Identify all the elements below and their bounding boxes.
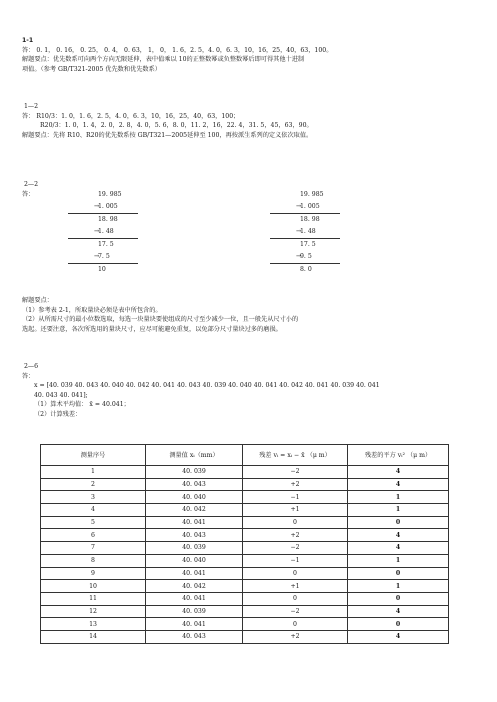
- header-residual: 残差 vᵢ = xᵢ − x̄ （μ m）: [243, 445, 348, 466]
- table-row: [41, 618, 449, 631]
- measurements-line-2: 40. 043 40. 041];: [34, 391, 88, 399]
- section-1-1: [22, 36, 332, 74]
- cell-index: 2: [41, 478, 146, 491]
- table-row: [41, 478, 449, 491]
- stack-row: [68, 201, 138, 214]
- cell-index: 1: [41, 466, 146, 479]
- arrow-icon: →: [296, 253, 302, 260]
- explanation-text: 解题要点：先将 R10、R20的优先数系按 GB/T321—2005延伸至 100，再按派生系列的定义依次取值。: [22, 131, 313, 139]
- arrow-icon: →: [94, 253, 100, 260]
- cell-residual-square: 0: [348, 567, 449, 580]
- stack-value: 18. 98: [300, 216, 320, 223]
- stack-value: 10: [98, 266, 106, 273]
- table-row: [41, 491, 449, 504]
- cell-residual: +1: [243, 504, 348, 517]
- gauge-block-stack-left: [68, 189, 138, 276]
- cell-measured: 40. 040: [146, 491, 243, 504]
- cell-index: 7: [41, 542, 146, 555]
- cell-residual-square: 0: [348, 618, 449, 631]
- stack-row: [270, 251, 340, 264]
- cell-residual: 0: [243, 567, 348, 580]
- stack-value: 1. 48: [300, 228, 316, 235]
- cell-measured: 40. 041: [146, 567, 243, 580]
- cell-index: 11: [41, 592, 146, 605]
- stack-row: [68, 264, 138, 276]
- answer-text: 答： 0. 1， 0. 16， 0. 25， 0. 4， 0. 63， 1， 0， 1. 6，2. 5，4. 0，6. 3，10，16，25，40，63，100。: [22, 46, 333, 54]
- section-2-2-header: [22, 180, 38, 199]
- table-row: [41, 592, 449, 605]
- cell-measured: 40. 042: [146, 580, 243, 593]
- stack-row: [270, 214, 340, 226]
- stack-value: 1. 48: [98, 228, 114, 235]
- stack-row: [68, 251, 138, 264]
- cell-measured: 40. 041: [146, 516, 243, 529]
- answer-r20: R20/3：1. 0，1. 4，2. 0，2. 8，4. 0，5. 6，8. 0，11. 2，16，22. 4，31. 5，45，63，90。: [40, 122, 313, 130]
- cell-index: 13: [41, 618, 146, 631]
- cell-measured: 40. 039: [146, 605, 243, 618]
- arrow-icon: →: [296, 203, 302, 210]
- stack-row: [270, 239, 340, 251]
- stack-value: 18. 98: [98, 216, 118, 223]
- stack-row: [68, 239, 138, 251]
- cell-measured: 40. 041: [146, 618, 243, 631]
- cell-residual: −1: [243, 554, 348, 567]
- stack-row: [270, 264, 340, 276]
- table-row: [41, 605, 449, 618]
- cell-measured: 40. 041: [146, 592, 243, 605]
- cell-residual: −2: [243, 542, 348, 555]
- explanation-point-1: （1）参考表 2-1，所取量块必须是表中所包含的。: [22, 306, 162, 314]
- stack-value: 17. 5: [98, 241, 114, 248]
- cell-residual-square: 4: [348, 478, 449, 491]
- stack-row: [270, 201, 340, 214]
- cell-residual: +2: [243, 529, 348, 542]
- cell-residual-square: 4: [348, 630, 449, 643]
- stack-value: 1. 005: [300, 203, 320, 210]
- explanation-point-2: （2）从所需尺寸的最小位数选取，每选一块量块要使组成的尺寸至少减少一位，且一般先从尺寸小的: [22, 316, 299, 324]
- cell-residual-square: 4: [348, 529, 449, 542]
- arrow-icon: →: [94, 228, 100, 235]
- header-measured: 测量值 xᵢ（mm）: [146, 445, 243, 466]
- table-row: [41, 504, 449, 517]
- cell-index: 5: [41, 516, 146, 529]
- stack-value: 9. 5: [300, 253, 312, 260]
- stack-row: [270, 226, 340, 239]
- cell-measured: 40. 039: [146, 542, 243, 555]
- cell-residual-square: 0: [348, 592, 449, 605]
- cell-index: 4: [41, 504, 146, 517]
- cell-residual-square: 1: [348, 554, 449, 567]
- explanation-line-1: 解题要点：优先数系可向两个方向无限延伸，表中值乘以 10的正整数幂或负整数幂后即可得其他十进制: [22, 56, 305, 64]
- stack-value: 19. 985: [98, 191, 122, 198]
- cell-residual-square: 0: [348, 516, 449, 529]
- residual-table: [40, 444, 449, 644]
- cell-index: 3: [41, 491, 146, 504]
- cell-residual-square: 1: [348, 504, 449, 517]
- stack-row: [270, 189, 340, 201]
- cell-residual-square: 4: [348, 605, 449, 618]
- arithmetic-mean: （1）算术平均值： x̄ = 40.041；: [34, 401, 130, 409]
- gauge-block-stack-right: [270, 189, 340, 276]
- table-row: [41, 630, 449, 643]
- cell-index: 12: [41, 605, 146, 618]
- stack-row: [68, 189, 138, 201]
- answer-label: 答：: [22, 372, 35, 380]
- cell-residual: +2: [243, 630, 348, 643]
- explanation-head: 解题要点：: [22, 297, 53, 304]
- cell-measured: 40. 042: [146, 504, 243, 517]
- cell-residual: +1: [243, 580, 348, 593]
- explanation-point-3: 选起。还要注意，各次所选用的量块尺寸，应尽可能避免重复，以免部分尺寸量块过多的磨损。: [22, 325, 282, 333]
- table-row: [41, 529, 449, 542]
- cell-index: 8: [41, 554, 146, 567]
- cell-residual: −1: [243, 491, 348, 504]
- answer-label: 答：: [22, 190, 35, 198]
- header-index: 测量序号: [41, 445, 146, 466]
- stack-value: 17. 5: [300, 241, 316, 248]
- cell-measured: 40. 043: [146, 529, 243, 542]
- cell-residual-square: 4: [348, 542, 449, 555]
- arrow-icon: →: [296, 228, 302, 235]
- measurements-line-1: x = [40. 039 40. 043 40. 040 40. 042 40. 041 40. 043 40. 039 40. 040 40. 041 40. 042 40. 041 40. 039 40. 041: [34, 382, 380, 390]
- cell-index: 9: [41, 567, 146, 580]
- cell-residual: 0: [243, 516, 348, 529]
- answer-r10: 答： R10/3：1. 0，1. 6，2. 5，4. 0，6. 3，10，16，25，40，63，100；: [22, 112, 240, 120]
- stack-value: 8. 0: [300, 266, 312, 273]
- section-2-6: [22, 362, 380, 420]
- cell-measured: 40. 039: [146, 466, 243, 479]
- stack-value: 19. 985: [300, 191, 324, 198]
- cell-measured: 40. 043: [146, 478, 243, 491]
- cell-residual: 0: [243, 592, 348, 605]
- section-number: 2—6: [24, 363, 39, 370]
- table-row: [41, 466, 449, 479]
- header-residual-square: 残差的平方 vᵢ² （μ m）: [348, 445, 449, 466]
- stack-row: [68, 226, 138, 239]
- section-number: 1—2: [24, 103, 39, 110]
- residual-heading: （2）计算残差：: [34, 410, 82, 418]
- cell-residual-square: 1: [348, 580, 449, 593]
- stack-value: 7. 5: [98, 253, 110, 260]
- cell-measured: 40. 040: [146, 554, 243, 567]
- cell-residual-square: 4: [348, 466, 449, 479]
- section-number: 1-1: [22, 37, 34, 44]
- stack-row: [68, 214, 138, 226]
- section-2-2-explanation: [22, 296, 298, 334]
- table-row: [41, 516, 449, 529]
- explanation-line-2: 项值。（参考 GB/T321-2005 优先数和优先数系）: [22, 65, 161, 73]
- cell-index: 6: [41, 529, 146, 542]
- stack-value: 1. 005: [98, 203, 118, 210]
- table-row: [41, 554, 449, 567]
- cell-residual: +2: [243, 478, 348, 491]
- cell-index: 10: [41, 580, 146, 593]
- cell-residual: −2: [243, 466, 348, 479]
- table-row: [41, 580, 449, 593]
- cell-measured: 40. 043: [146, 630, 243, 643]
- table-header-row: [41, 445, 449, 466]
- cell-residual: −2: [243, 605, 348, 618]
- cell-residual-square: 1: [348, 491, 449, 504]
- table-row: [41, 542, 449, 555]
- cell-residual: 0: [243, 618, 348, 631]
- cell-index: 14: [41, 630, 146, 643]
- arrow-icon: →: [94, 203, 100, 210]
- section-number: 2—2: [24, 181, 39, 188]
- table-row: [41, 567, 449, 580]
- section-1-2: [22, 102, 313, 140]
